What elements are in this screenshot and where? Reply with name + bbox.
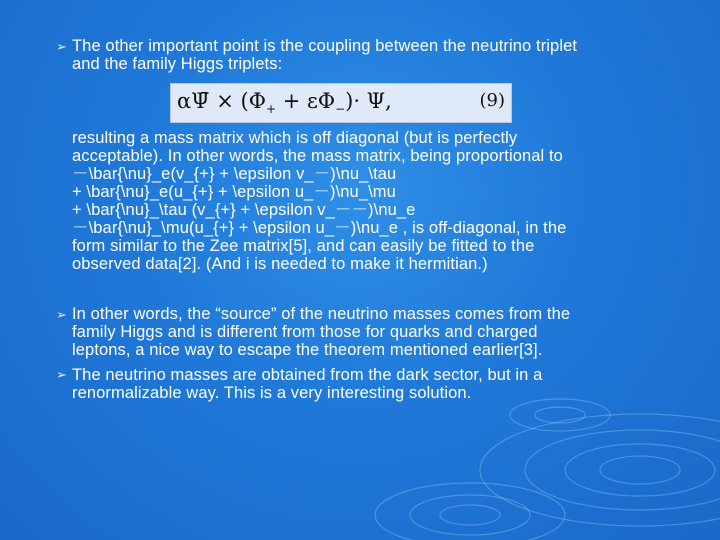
arrowhead-bullet-icon: ➢ [56, 308, 67, 323]
equation-box [170, 83, 512, 123]
equation-number: (9) [479, 90, 505, 111]
arrowhead-bullet-icon: ➢ [56, 40, 67, 55]
bullet-text-2: In other words, the “source” of the neutrino masses comes from the family Higgs and is different from those for quarks and charged leptons, a nice way to escape the theorem mentioned earlier[3]. [72, 305, 571, 359]
arrowhead-bullet-icon: ➢ [56, 368, 67, 383]
equation: αΨ̄ × $(\Phi_+ + \varepsilon\Phi_-)\cdot \Psi$, [177, 89, 392, 117]
paragraph-mass-matrix: resulting a mass matrix which is off diagonal (but is perfectly acceptable). In other words, the mass matrix, being proportional to －\bar{\nu}_e(v_{+} + \epsilon v_－)\nu_\tau + \bar{\nu}_e(u_{+} + \epsilon u_－)\nu_\mu + \bar{\nu}_\tau (v_{+} + \epsilon v_－－)\nu_e －\bar{\nu}_\mu(u_{+} + \epsilon u_－)\nu_e , is off-diagonal, in the form similar to the Zee matrix[5], and can easily be fitted to the observed data[2]. (And i is needed to make it hermitian.) [72, 129, 567, 273]
bullet-text-3: The neutrino masses are obtained from the dark sector, but in a renormalizable way. This is a very interesting solution. [72, 366, 543, 402]
bullet-text-1: The other important point is the coupling between the neutrino triplet and the family Higgs triplets: [72, 37, 578, 73]
